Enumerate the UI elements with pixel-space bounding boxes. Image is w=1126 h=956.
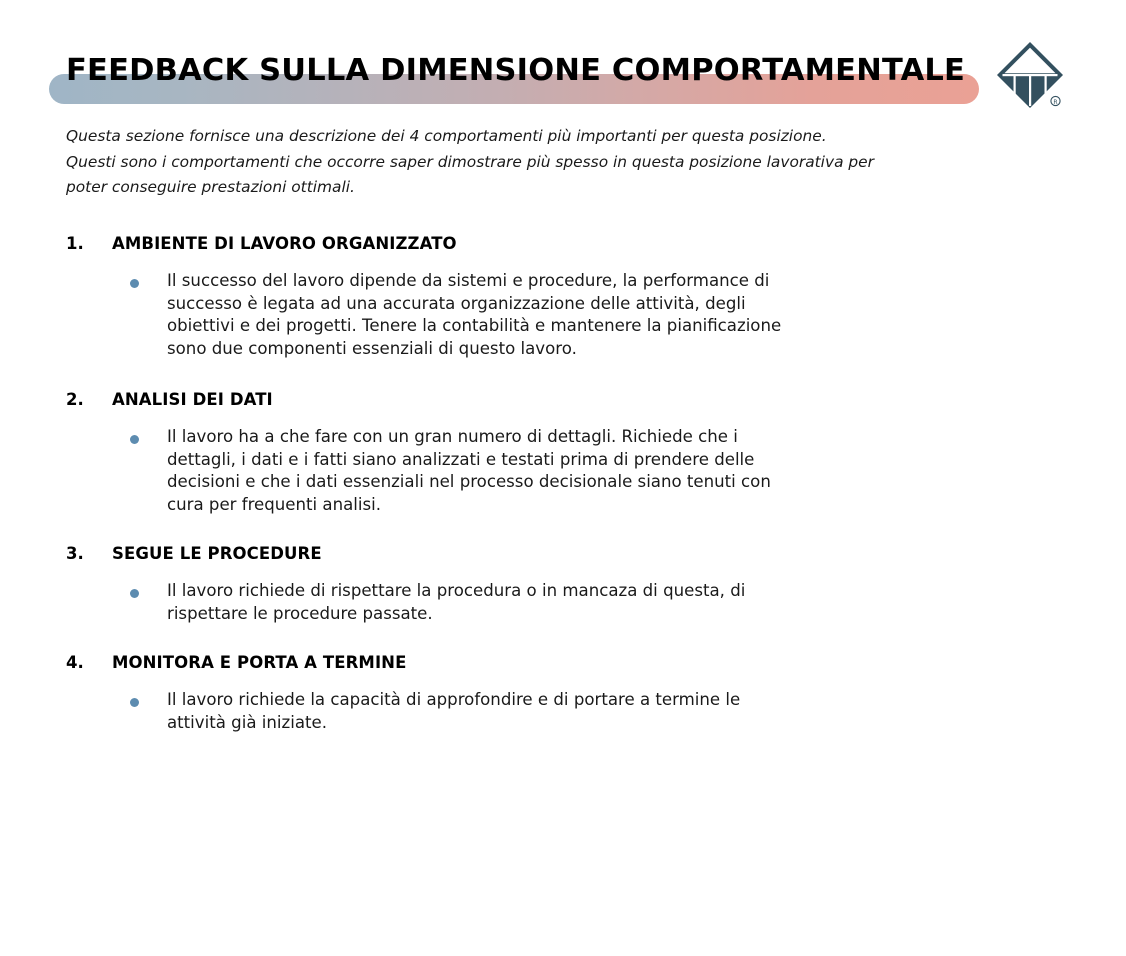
bullet-dot-icon: [130, 580, 167, 598]
behaviour-title: SEGUE LE PROCEDURE: [112, 544, 322, 563]
behaviour-list: [0, 232, 1126, 734]
bullet-dot-icon: [130, 689, 167, 707]
diamond-gem-logo: [993, 40, 1067, 112]
intro-line-1: Questa sezione fornisce una descrizione dei 4 comportamenti più importanti per questa posizione.: [66, 127, 827, 145]
behaviour-number: 4.: [66, 653, 84, 672]
behaviour-number: 3.: [66, 544, 84, 563]
behaviour-number: 2.: [66, 390, 84, 409]
behaviour-heading: [0, 232, 1126, 256]
behaviour-bullet-row: [0, 580, 1126, 625]
bullet-dot-icon: [130, 426, 167, 444]
behaviour-heading: [0, 542, 1126, 566]
behaviour-item: [0, 651, 1126, 734]
intro-line-2: Questi sono i comportamenti che occorre saper dimostrare più spesso in questa posizione lavorativa per: [66, 152, 874, 171]
bullet-dot-icon: [130, 270, 167, 288]
behaviour-description: Il successo del lavoro dipende da sistemi e procedure, la performance di successo è legata ad una accurata organizzazione delle attività, degli obiettivi e dei progetti. Tenere la contabilità e mantenere la pianificazione sono due componenti essenziali di questo lavoro.: [167, 271, 782, 358]
behaviour-bullet-row: [0, 270, 1126, 360]
behaviour-item: [0, 232, 1126, 360]
behaviour-bullet-row: [0, 426, 1126, 516]
behaviour-title: ANALISI DEI DATI: [112, 390, 273, 409]
behaviour-heading: [0, 651, 1126, 675]
behaviour-heading: [0, 388, 1126, 412]
svg-text:R: R: [1053, 99, 1058, 106]
behaviour-number: 1.: [66, 234, 84, 253]
behaviour-title: AMBIENTE DI LAVORO ORGANIZZATO: [112, 234, 457, 253]
behaviour-description: Il lavoro richiede la capacità di approfondire e di portare a termine le attività già iniziate.: [167, 690, 741, 732]
intro-paragraph: [66, 124, 1026, 201]
behaviour-item: [0, 388, 1126, 516]
behaviour-description: Il lavoro ha a che fare con un gran numero di dettagli. Richiede che i dettagli, i dati e i fatti siano analizzati e testati prima di prendere delle decisioni e che i dati essenziali nel processo decisionale siano tenuti con cura per frequenti analisi.: [167, 427, 771, 514]
document-header: [0, 0, 1126, 120]
behaviour-title: MONITORA E PORTA A TERMINE: [112, 653, 407, 672]
page-title: FEEDBACK SULLA DIMENSIONE COMPORTAMENTALE: [66, 53, 966, 88]
behaviour-bullet-row: [0, 689, 1126, 734]
intro-line-3: poter conseguire prestazioni ottimali.: [66, 178, 355, 196]
behaviour-description: Il lavoro richiede di rispettare la procedura o in mancaza di questa, di rispettare le procedure passate.: [167, 581, 746, 623]
behaviour-item: [0, 542, 1126, 625]
